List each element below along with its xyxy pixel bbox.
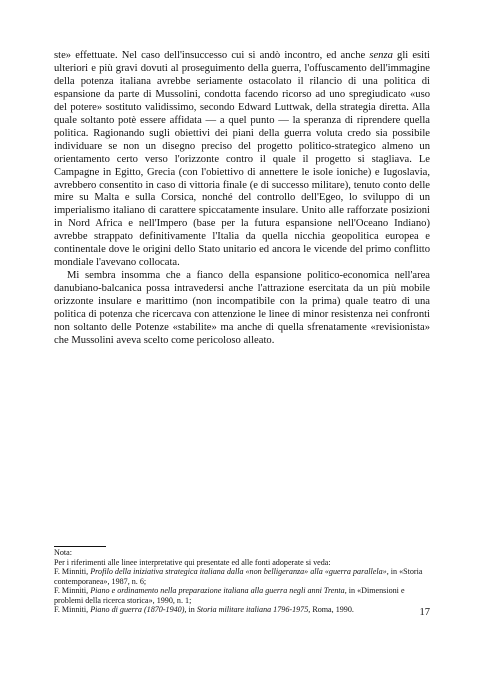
paragraph-1 xyxy=(54,50,430,270)
note-item-3 xyxy=(54,605,430,615)
notes-heading: Nota: xyxy=(54,548,72,557)
page-number: 17 xyxy=(419,607,430,618)
italic-run: Piano e ordinamento nella preparazione italiana alla guerra negli anni Trenta xyxy=(90,586,345,596)
text-run: ste» effettuate. Nel caso dell'insuccesso cui si andò incontro, ed anche xyxy=(54,50,370,61)
main-text xyxy=(54,50,430,348)
text-run: , in «Storia contemporanea», 1987, n. 6; xyxy=(54,567,423,586)
text-run: Mi sembra insomma che a fianco della espansione politico-economica nell'area danubiano-balcanica possa intravedersi anche l'attrazione esercitata da un più mobile orizzonte insulare e marittimo (non incompatibile con la prima) quale teatro di una politica di potenza che ricercava con attenzione le linee di minor resistenza nei confronti non soltanto delle Potenze «stabilite» ma anche di quella sfrenatamente «revisionista» che Mussolini aveva scelto come pericoloso alleato. xyxy=(54,270,430,346)
italic-run: Storia militare italiana 1796-1975 xyxy=(196,605,309,615)
notes-intro: Per i riferimenti alle linee interpretative qui presentate ed alle fonti adoperate si veda: xyxy=(54,557,331,567)
paragraph-2 xyxy=(54,270,430,348)
text-run: F. Minniti, xyxy=(54,605,91,615)
notes-divider xyxy=(54,546,106,547)
text-run: F. Minniti, xyxy=(54,586,91,596)
text-run: , in «Dimensioni e problemi della ricerca storica», 1990, n. 1; xyxy=(54,586,405,605)
note-item-1 xyxy=(54,567,430,586)
text-run: , in xyxy=(184,605,197,615)
text-run: F. Minniti, xyxy=(54,567,91,577)
footnotes xyxy=(54,546,430,615)
text-run: , Roma, 1990. xyxy=(308,605,354,615)
italic-run: Piano di guerra (1870-1940) xyxy=(90,605,185,615)
italic-run: Profilo della iniziativa strategica italiana dalla «non belligeranza» alla «guerra parallela» xyxy=(90,567,387,577)
italic-run: senza xyxy=(369,50,393,61)
text-run: gli esiti ulteriori e più gravi dovuti al proseguimento della guerra, l'offuscamento dell'immagine della potenza italiana avrebbe seriamente ostacolato il rilancio di una politica di espansione da parte di Mussolini, condotta facendo ricorso ad uno spregiudicato «uso del potere» sostituto validissimo, secondo Edward Luttwak, della strategia diretta. Alla quale soltanto potè essere affidata — a quel punto — la speranza di riprendere quella politica. Ragionando sugli obiettivi dei piani della guerra voluta credo sia possibile individuare se non un disegno preciso del progetto politico-strategico almeno un orientamento certo verso l'orizzonte contro il quale il progetto si stagliava. Le Campagne in Egitto, Grecia (con l'obiettivo di annettere le isole ioniche) e Iugoslavia, avrebbero consentito in caso di vittoria finale (e di successo militare), tenuto conto delle mire su Malta e sulla Corsica, nonché del controllo dell'Egeo, lo sviluppo di un imperialismo italiano di carattere spiccatamente insulare. Unito alle rafforzate posizioni in Nord Africa e nell'Impero (base per la futura espansione nell'Oceano Indiano) avrebbe strappato definitivamente l'Italia da quella nicchia geopolitica europea e continentale dove le origini dello Stato unitario ed ancora le vicende del primo conflitto mondiale l'avevano collocata. xyxy=(54,50,430,269)
note-item-2 xyxy=(54,586,430,605)
